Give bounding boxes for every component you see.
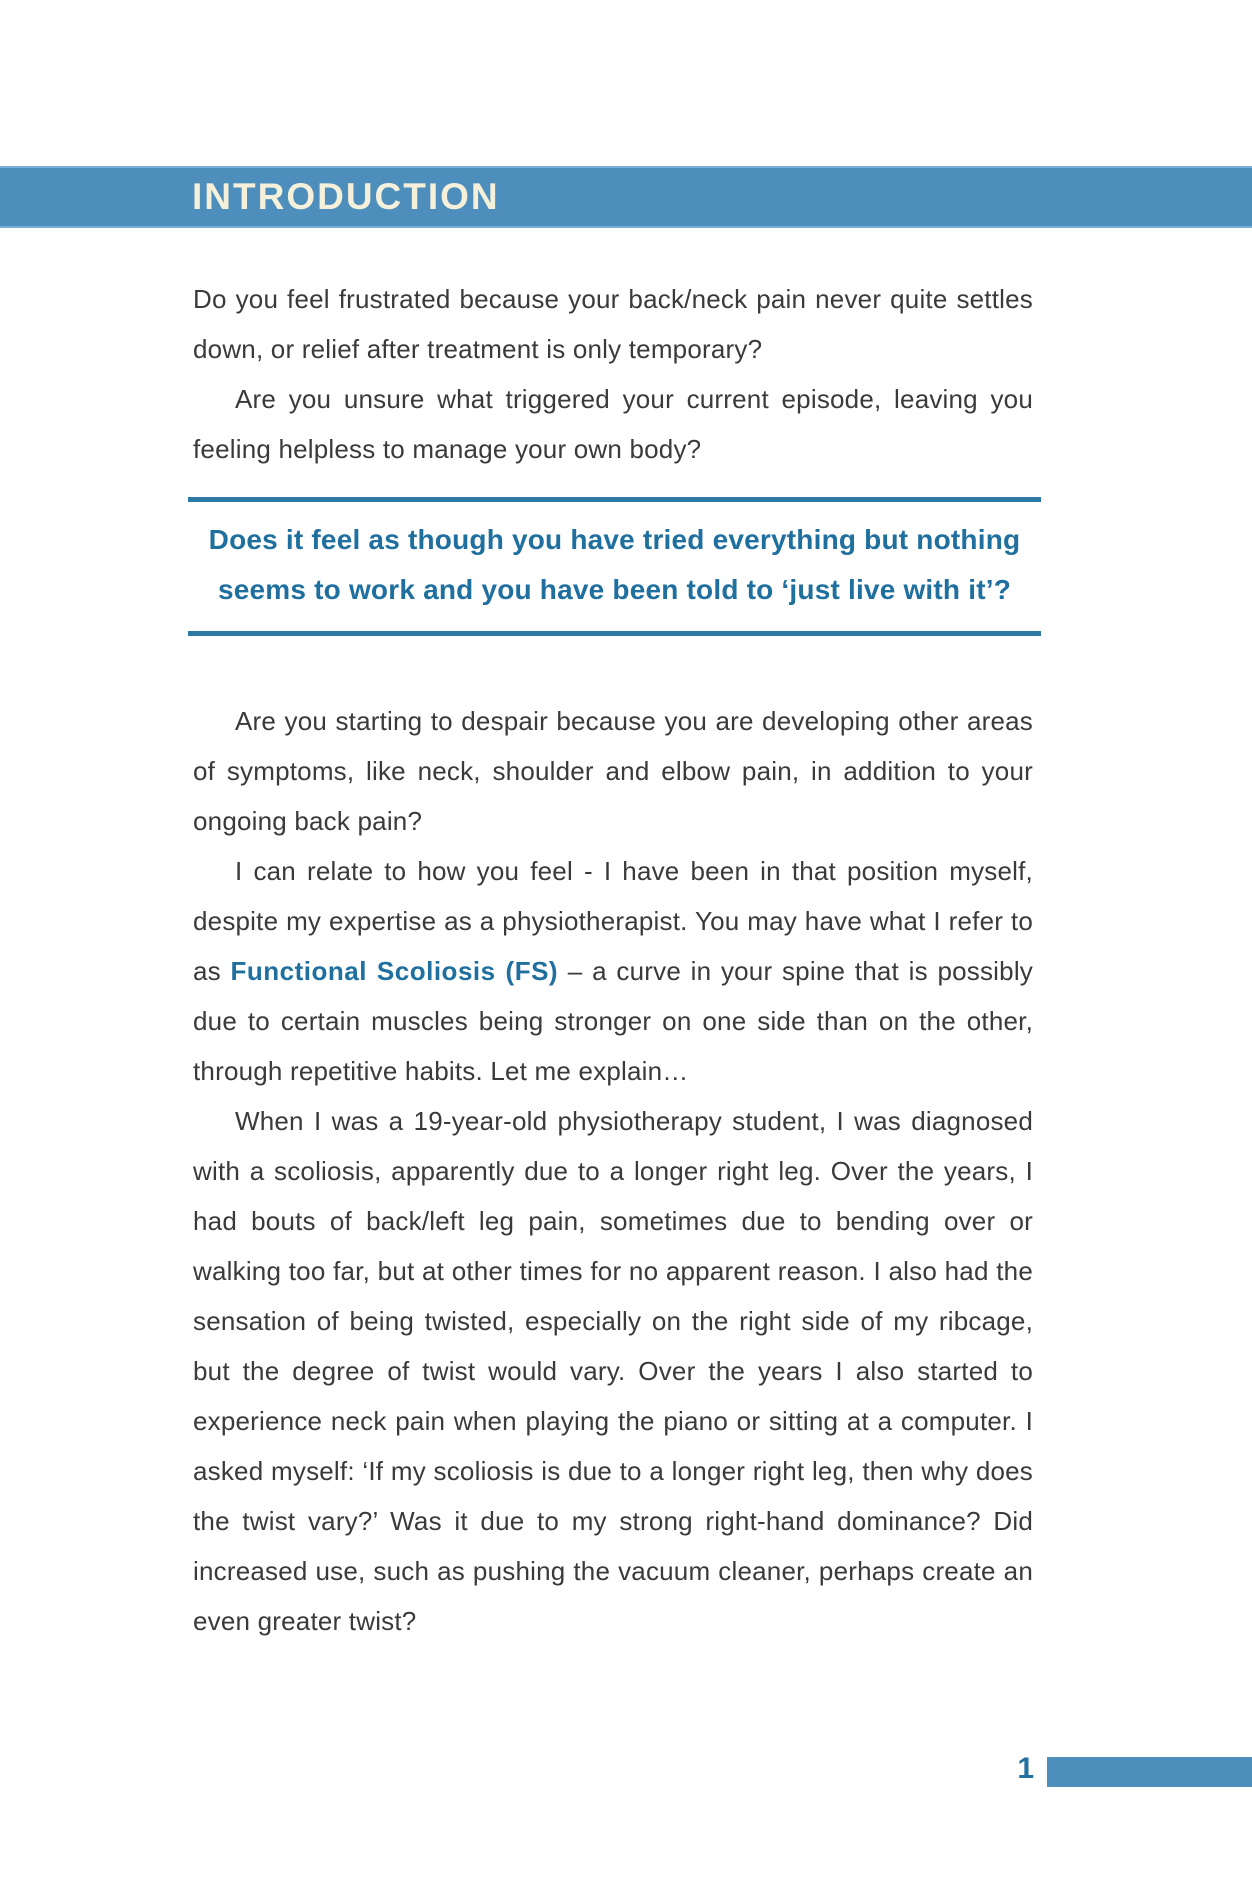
paragraph-4 [193, 846, 1033, 1096]
paragraph-4-text-before: I can relate to how you feel - I have been in that position myself, despite my expertise as a physiotherapist. You may have what I refer to as [193, 856, 1033, 986]
footer-bar [1047, 1757, 1252, 1787]
paragraph-4-text-after: – a curve in your spine that is possibly due to certain muscles being stronger on one side than on the other, through repetitive habits. Let me explain… [193, 956, 1033, 1086]
paragraph-2: Are you unsure what triggered your current episode, leaving you feeling helpless to manage your own body? [193, 384, 1033, 464]
paragraph-1: Do you feel frustrated because your back/neck pain never quite settles down, or relief after treatment is only temporary? [193, 284, 1033, 364]
paragraph-3: Are you starting to despair because you are developing other areas of symptoms, like neck, shoulder and elbow pain, in addition to your ongoing back pain? [193, 706, 1033, 836]
page-title: INTRODUCTION [192, 176, 500, 217]
functional-scoliosis-term: Functional Scoliosis (FS) [230, 956, 559, 986]
callout-box [188, 497, 1041, 636]
paragraph-5: When I was a 19-year-old physiotherapy student, I was diagnosed with a scoliosis, apparently due to a longer right leg. Over the years, I had bouts of back/left leg pain, sometimes due to bending over or walking too far, but at other times for no apparent reason. I also had the sensation of being twisted, especially on the right side of my ribcage, but the degree of twist would vary. Over the years I also started to experience neck pain when playing the piano or sitting at a computer. I asked myself: ‘If my scoliosis is due to a longer right leg, then why does the twist vary?’ Was it due to my strong right-hand dominance? Did increased use, such as pushing the vacuum cleaner, perhaps create an even greater twist? [193, 1106, 1033, 1636]
callout-line-2: seems to work and you have been told to ‘just live with it’? [217, 574, 1012, 605]
body-text [193, 274, 1033, 1646]
callout-line-1: Does it feel as though you have tried everything but nothing [208, 524, 1021, 555]
page-number: 1 [1017, 1752, 1034, 1785]
chapter-title-band [0, 166, 1252, 228]
